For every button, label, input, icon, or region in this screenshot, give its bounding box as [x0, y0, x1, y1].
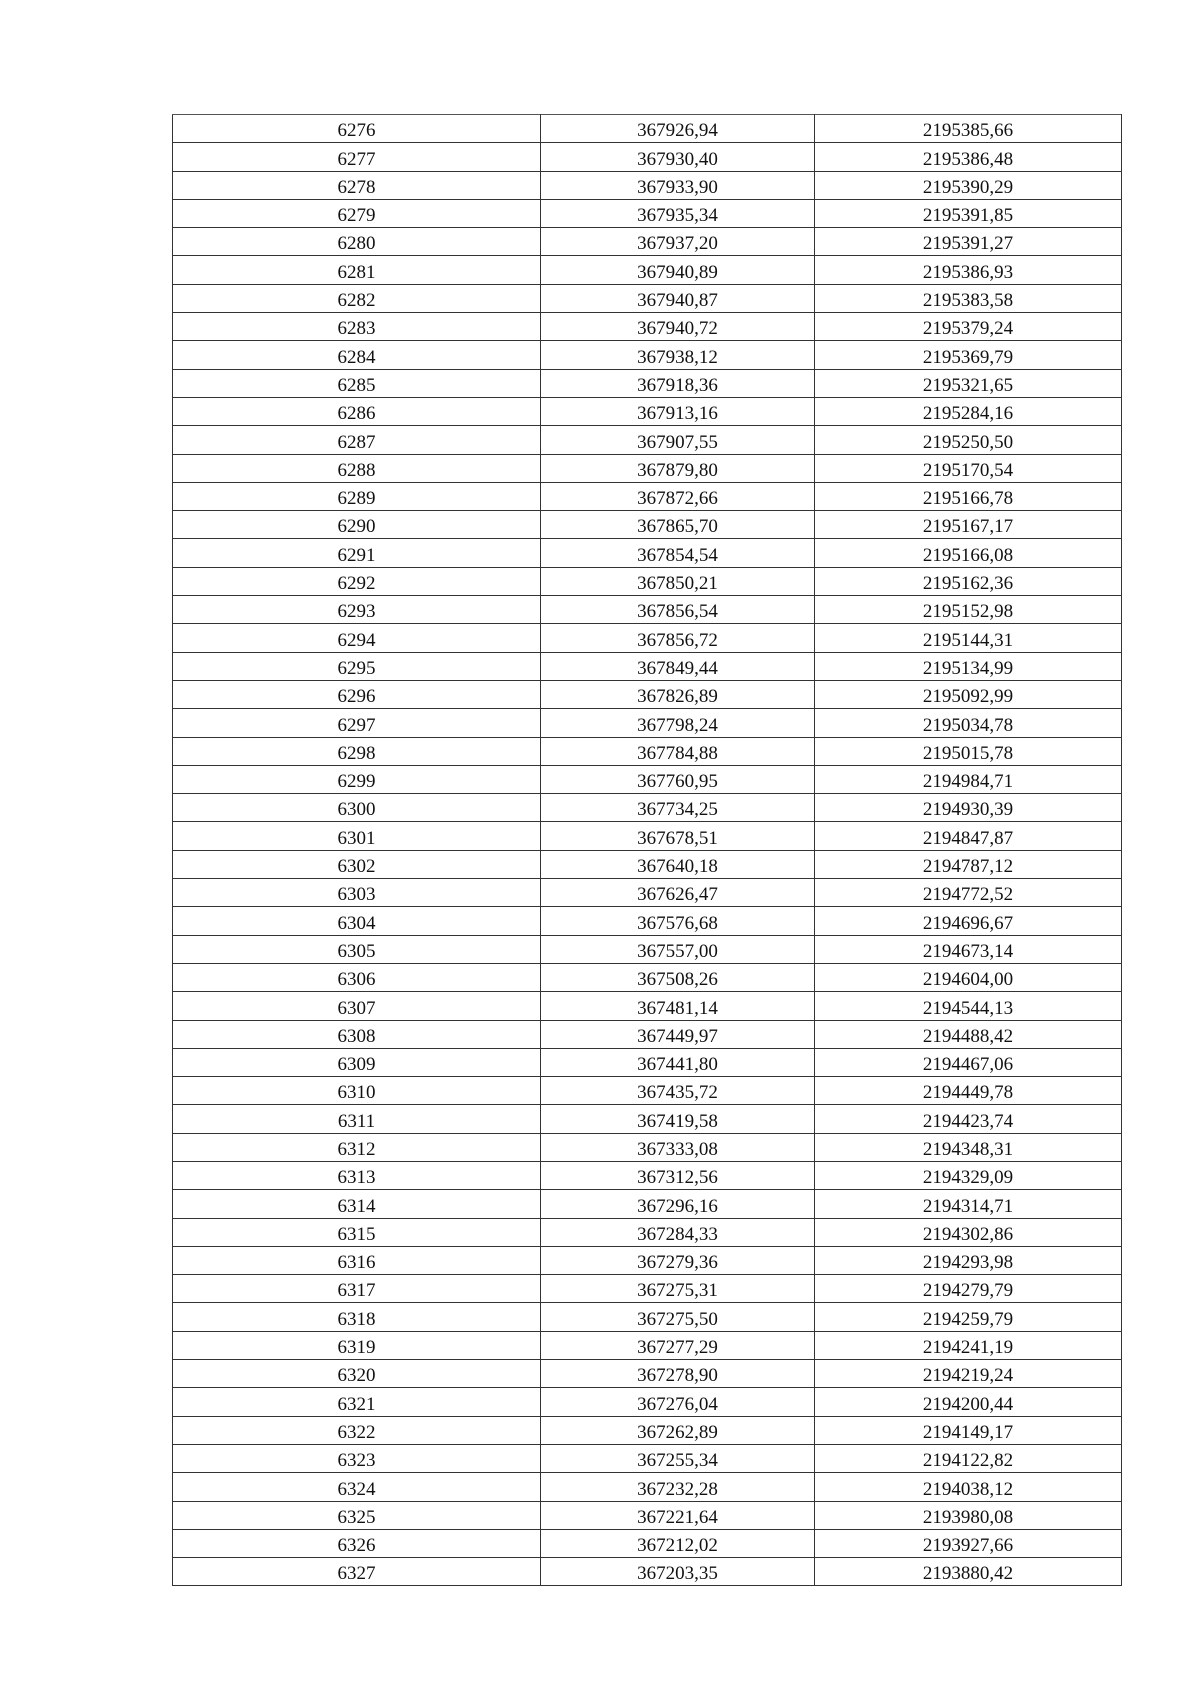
point-number-cell: 6321 — [173, 1388, 541, 1416]
y-coordinate-cell: 2194772,52 — [815, 879, 1122, 907]
table-row — [173, 935, 1122, 963]
table-row — [173, 143, 1122, 171]
table-row — [173, 1077, 1122, 1105]
y-coordinate-cell: 2194488,42 — [815, 1020, 1122, 1048]
point-number-cell: 6299 — [173, 765, 541, 793]
table-row — [173, 1473, 1122, 1501]
y-coordinate-cell: 2194200,44 — [815, 1388, 1122, 1416]
table-row — [173, 879, 1122, 907]
table-row — [173, 341, 1122, 369]
y-coordinate-cell: 2194149,17 — [815, 1416, 1122, 1444]
x-coordinate-cell: 367232,28 — [541, 1473, 815, 1501]
x-coordinate-cell: 367918,36 — [541, 369, 815, 397]
y-coordinate-cell: 2195386,93 — [815, 256, 1122, 284]
x-coordinate-cell: 367854,54 — [541, 539, 815, 567]
point-number-cell: 6327 — [173, 1558, 541, 1586]
x-coordinate-cell: 367262,89 — [541, 1416, 815, 1444]
x-coordinate-cell: 367481,14 — [541, 992, 815, 1020]
table-row — [173, 171, 1122, 199]
table-row — [173, 1388, 1122, 1416]
x-coordinate-cell: 367279,36 — [541, 1246, 815, 1274]
y-coordinate-cell: 2194604,00 — [815, 963, 1122, 991]
y-coordinate-cell: 2194241,19 — [815, 1331, 1122, 1359]
x-coordinate-cell: 367938,12 — [541, 341, 815, 369]
point-number-cell: 6302 — [173, 850, 541, 878]
y-coordinate-cell: 2195369,79 — [815, 341, 1122, 369]
y-coordinate-cell: 2195166,08 — [815, 539, 1122, 567]
point-number-cell: 6308 — [173, 1020, 541, 1048]
x-coordinate-cell: 367275,50 — [541, 1303, 815, 1331]
x-coordinate-cell: 367849,44 — [541, 652, 815, 680]
y-coordinate-cell: 2194449,78 — [815, 1077, 1122, 1105]
table-row — [173, 963, 1122, 991]
y-coordinate-cell: 2195166,78 — [815, 482, 1122, 510]
table-row — [173, 1161, 1122, 1189]
point-number-cell: 6294 — [173, 624, 541, 652]
table-row — [173, 992, 1122, 1020]
y-coordinate-cell: 2195034,78 — [815, 709, 1122, 737]
y-coordinate-cell: 2195391,27 — [815, 228, 1122, 256]
table-row — [173, 539, 1122, 567]
y-coordinate-cell: 2194122,82 — [815, 1444, 1122, 1472]
y-coordinate-cell: 2194544,13 — [815, 992, 1122, 1020]
point-number-cell: 6307 — [173, 992, 541, 1020]
table-row — [173, 397, 1122, 425]
y-coordinate-cell: 2194984,71 — [815, 765, 1122, 793]
x-coordinate-cell: 367940,89 — [541, 256, 815, 284]
y-coordinate-cell: 2194423,74 — [815, 1105, 1122, 1133]
point-number-cell: 6280 — [173, 228, 541, 256]
point-number-cell: 6312 — [173, 1133, 541, 1161]
point-number-cell: 6288 — [173, 454, 541, 482]
point-number-cell: 6314 — [173, 1190, 541, 1218]
x-coordinate-cell: 367907,55 — [541, 426, 815, 454]
y-coordinate-cell: 2195284,16 — [815, 397, 1122, 425]
x-coordinate-cell: 367856,72 — [541, 624, 815, 652]
table-row — [173, 822, 1122, 850]
x-coordinate-cell: 367419,58 — [541, 1105, 815, 1133]
point-number-cell: 6306 — [173, 963, 541, 991]
point-number-cell: 6315 — [173, 1218, 541, 1246]
y-coordinate-cell: 2195167,17 — [815, 511, 1122, 539]
x-coordinate-cell: 367850,21 — [541, 567, 815, 595]
x-coordinate-cell: 367212,02 — [541, 1529, 815, 1557]
x-coordinate-cell: 367576,68 — [541, 907, 815, 935]
x-coordinate-cell: 367284,33 — [541, 1218, 815, 1246]
table-row — [173, 426, 1122, 454]
table-row — [173, 228, 1122, 256]
point-number-cell: 6324 — [173, 1473, 541, 1501]
point-number-cell: 6316 — [173, 1246, 541, 1274]
point-number-cell: 6295 — [173, 652, 541, 680]
table-row — [173, 624, 1122, 652]
table-row — [173, 709, 1122, 737]
point-number-cell: 6297 — [173, 709, 541, 737]
table-row — [173, 454, 1122, 482]
x-coordinate-cell: 367926,94 — [541, 115, 815, 143]
y-coordinate-cell: 2193880,42 — [815, 1558, 1122, 1586]
y-coordinate-cell: 2194673,14 — [815, 935, 1122, 963]
coordinates-table-body — [173, 115, 1122, 1586]
y-coordinate-cell: 2195015,78 — [815, 737, 1122, 765]
y-coordinate-cell: 2194302,86 — [815, 1218, 1122, 1246]
x-coordinate-cell: 367312,56 — [541, 1161, 815, 1189]
y-coordinate-cell: 2193980,08 — [815, 1501, 1122, 1529]
point-number-cell: 6285 — [173, 369, 541, 397]
point-number-cell: 6277 — [173, 143, 541, 171]
y-coordinate-cell: 2195391,85 — [815, 199, 1122, 227]
table-row — [173, 596, 1122, 624]
table-row — [173, 850, 1122, 878]
point-number-cell: 6279 — [173, 199, 541, 227]
x-coordinate-cell: 367626,47 — [541, 879, 815, 907]
x-coordinate-cell: 367255,34 — [541, 1444, 815, 1472]
y-coordinate-cell: 2195383,58 — [815, 284, 1122, 312]
y-coordinate-cell: 2195390,29 — [815, 171, 1122, 199]
point-number-cell: 6292 — [173, 567, 541, 595]
table-row — [173, 1501, 1122, 1529]
x-coordinate-cell: 367276,04 — [541, 1388, 815, 1416]
y-coordinate-cell: 2195170,54 — [815, 454, 1122, 482]
x-coordinate-cell: 367760,95 — [541, 765, 815, 793]
y-coordinate-cell: 2195152,98 — [815, 596, 1122, 624]
point-number-cell: 6284 — [173, 341, 541, 369]
x-coordinate-cell: 367937,20 — [541, 228, 815, 256]
point-number-cell: 6298 — [173, 737, 541, 765]
point-number-cell: 6301 — [173, 822, 541, 850]
y-coordinate-cell: 2193927,66 — [815, 1529, 1122, 1557]
y-coordinate-cell: 2194259,79 — [815, 1303, 1122, 1331]
x-coordinate-cell: 367856,54 — [541, 596, 815, 624]
x-coordinate-cell: 367935,34 — [541, 199, 815, 227]
table-row — [173, 511, 1122, 539]
x-coordinate-cell: 367277,29 — [541, 1331, 815, 1359]
point-number-cell: 6309 — [173, 1048, 541, 1076]
y-coordinate-cell: 2195385,66 — [815, 115, 1122, 143]
x-coordinate-cell: 367940,72 — [541, 313, 815, 341]
point-number-cell: 6282 — [173, 284, 541, 312]
y-coordinate-cell: 2195321,65 — [815, 369, 1122, 397]
table-row — [173, 1275, 1122, 1303]
point-number-cell: 6286 — [173, 397, 541, 425]
y-coordinate-cell: 2195162,36 — [815, 567, 1122, 595]
point-number-cell: 6322 — [173, 1416, 541, 1444]
table-row — [173, 1529, 1122, 1557]
point-number-cell: 6303 — [173, 879, 541, 907]
x-coordinate-cell: 367865,70 — [541, 511, 815, 539]
x-coordinate-cell: 367734,25 — [541, 794, 815, 822]
point-number-cell: 6289 — [173, 482, 541, 510]
x-coordinate-cell: 367449,97 — [541, 1020, 815, 1048]
table-row — [173, 1303, 1122, 1331]
y-coordinate-cell: 2195386,48 — [815, 143, 1122, 171]
table-row — [173, 1020, 1122, 1048]
x-coordinate-cell: 367940,87 — [541, 284, 815, 312]
x-coordinate-cell: 367678,51 — [541, 822, 815, 850]
point-number-cell: 6310 — [173, 1077, 541, 1105]
table-row — [173, 765, 1122, 793]
y-coordinate-cell: 2194329,09 — [815, 1161, 1122, 1189]
table-row — [173, 907, 1122, 935]
x-coordinate-cell: 367640,18 — [541, 850, 815, 878]
table-row — [173, 1416, 1122, 1444]
x-coordinate-cell: 367441,80 — [541, 1048, 815, 1076]
y-coordinate-cell: 2195379,24 — [815, 313, 1122, 341]
table-row — [173, 1558, 1122, 1586]
point-number-cell: 6323 — [173, 1444, 541, 1472]
x-coordinate-cell: 367203,35 — [541, 1558, 815, 1586]
table-row — [173, 1133, 1122, 1161]
y-coordinate-cell: 2194696,67 — [815, 907, 1122, 935]
y-coordinate-cell: 2195144,31 — [815, 624, 1122, 652]
y-coordinate-cell: 2194930,39 — [815, 794, 1122, 822]
y-coordinate-cell: 2194787,12 — [815, 850, 1122, 878]
table-row — [173, 1048, 1122, 1076]
table-row — [173, 652, 1122, 680]
table-row — [173, 256, 1122, 284]
table-row — [173, 737, 1122, 765]
table-row — [173, 794, 1122, 822]
point-number-cell: 6313 — [173, 1161, 541, 1189]
table-row — [173, 1105, 1122, 1133]
table-row — [173, 313, 1122, 341]
x-coordinate-cell: 367557,00 — [541, 935, 815, 963]
x-coordinate-cell: 367784,88 — [541, 737, 815, 765]
table-row — [173, 115, 1122, 143]
x-coordinate-cell: 367296,16 — [541, 1190, 815, 1218]
point-number-cell: 6319 — [173, 1331, 541, 1359]
point-number-cell: 6278 — [173, 171, 541, 199]
point-number-cell: 6281 — [173, 256, 541, 284]
x-coordinate-cell: 367333,08 — [541, 1133, 815, 1161]
x-coordinate-cell: 367435,72 — [541, 1077, 815, 1105]
table-row — [173, 1360, 1122, 1388]
x-coordinate-cell: 367798,24 — [541, 709, 815, 737]
x-coordinate-cell: 367221,64 — [541, 1501, 815, 1529]
point-number-cell: 6304 — [173, 907, 541, 935]
y-coordinate-cell: 2194467,06 — [815, 1048, 1122, 1076]
y-coordinate-cell: 2194279,79 — [815, 1275, 1122, 1303]
point-number-cell: 6320 — [173, 1360, 541, 1388]
point-number-cell: 6296 — [173, 680, 541, 708]
point-number-cell: 6325 — [173, 1501, 541, 1529]
point-number-cell: 6305 — [173, 935, 541, 963]
y-coordinate-cell: 2195134,99 — [815, 652, 1122, 680]
table-row — [173, 1331, 1122, 1359]
table-row — [173, 199, 1122, 227]
table-row — [173, 1218, 1122, 1246]
point-number-cell: 6317 — [173, 1275, 541, 1303]
point-number-cell: 6318 — [173, 1303, 541, 1331]
table-row — [173, 284, 1122, 312]
point-number-cell: 6293 — [173, 596, 541, 624]
point-number-cell: 6311 — [173, 1105, 541, 1133]
point-number-cell: 6300 — [173, 794, 541, 822]
table-row — [173, 482, 1122, 510]
x-coordinate-cell: 367933,90 — [541, 171, 815, 199]
point-number-cell: 6291 — [173, 539, 541, 567]
y-coordinate-cell: 2195250,50 — [815, 426, 1122, 454]
x-coordinate-cell: 367508,26 — [541, 963, 815, 991]
y-coordinate-cell: 2194847,87 — [815, 822, 1122, 850]
x-coordinate-cell: 367826,89 — [541, 680, 815, 708]
x-coordinate-cell: 367913,16 — [541, 397, 815, 425]
y-coordinate-cell: 2194038,12 — [815, 1473, 1122, 1501]
y-coordinate-cell: 2195092,99 — [815, 680, 1122, 708]
point-number-cell: 6287 — [173, 426, 541, 454]
table-row — [173, 369, 1122, 397]
coordinates-table — [172, 114, 1122, 1586]
table-row — [173, 1190, 1122, 1218]
point-number-cell: 6290 — [173, 511, 541, 539]
table-row — [173, 680, 1122, 708]
table-row — [173, 1246, 1122, 1274]
x-coordinate-cell: 367278,90 — [541, 1360, 815, 1388]
point-number-cell: 6326 — [173, 1529, 541, 1557]
y-coordinate-cell: 2194219,24 — [815, 1360, 1122, 1388]
y-coordinate-cell: 2194348,31 — [815, 1133, 1122, 1161]
x-coordinate-cell: 367275,31 — [541, 1275, 815, 1303]
point-number-cell: 6276 — [173, 115, 541, 143]
x-coordinate-cell: 367879,80 — [541, 454, 815, 482]
x-coordinate-cell: 367872,66 — [541, 482, 815, 510]
y-coordinate-cell: 2194293,98 — [815, 1246, 1122, 1274]
y-coordinate-cell: 2194314,71 — [815, 1190, 1122, 1218]
point-number-cell: 6283 — [173, 313, 541, 341]
x-coordinate-cell: 367930,40 — [541, 143, 815, 171]
table-row — [173, 1444, 1122, 1472]
table-row — [173, 567, 1122, 595]
